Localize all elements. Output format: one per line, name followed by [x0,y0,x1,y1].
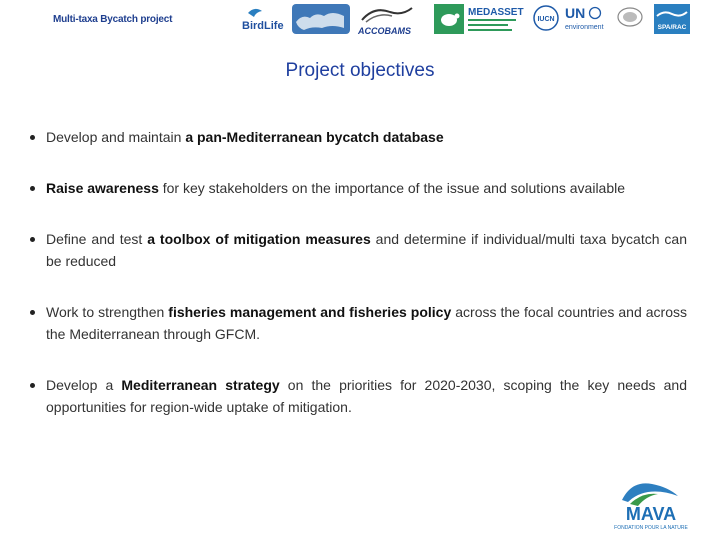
birdlife-wordmark: BirdLife [242,20,284,32]
bird-icon [248,9,262,17]
objective-item: Develop a Mediterranean strategy on the priorities for 2020-2030, scoping the key needs and opportunities for region-wide uptake of mitigation. [30,374,687,418]
svg-text:UN: UN [565,5,586,21]
svg-text:environment: environment [565,24,604,31]
bullet-icon [30,135,35,140]
wave-icon [622,483,678,502]
objectives-list [30,126,687,447]
medasset-logo [468,4,522,34]
spa-rac-logo [654,4,690,34]
project-label: Multi-taxa Bycatch project [53,14,173,25]
objective-item: Work to strengthen fisheries management and fisheries policy across the focal countries and across the Mediterranean through GFCM. [30,301,687,345]
bullet-icon [30,383,35,388]
mava-logo [614,476,688,537]
accobams-logo [356,4,416,36]
mediterranean-map-logo [292,4,350,34]
un-environment-logo [565,4,609,34]
iucn-wordmark: IUCN [537,16,555,23]
page-title: Project objectives [285,60,435,81]
accobams-wordmark: ACCOBAMS [358,26,411,36]
mava-tagline: FONDATION POUR LA NATURE [614,525,688,531]
bullet-icon [30,186,35,191]
emblem-logo [616,4,644,34]
birdlife-logo [240,4,284,34]
iucn-logo [532,4,560,34]
bullet-icon [30,237,35,242]
mava-wordmark: MAVA [625,504,677,524]
objective-item: Raise awareness for key stakeholders on the importance of the issue and solutions available [30,177,687,199]
turtle-logo [434,4,464,34]
objective-item: Develop and maintain a pan-Mediterranean bycatch database [30,126,687,148]
bullet-icon [30,310,35,315]
medasset-wordmark: MEDASSET [468,7,524,18]
spa-rac-wordmark: SPA/RAC [657,24,687,31]
objective-item: Define and test a toolbox of mitigation measures and determine if individual/multi taxa bycatch can be reduced [30,228,687,272]
